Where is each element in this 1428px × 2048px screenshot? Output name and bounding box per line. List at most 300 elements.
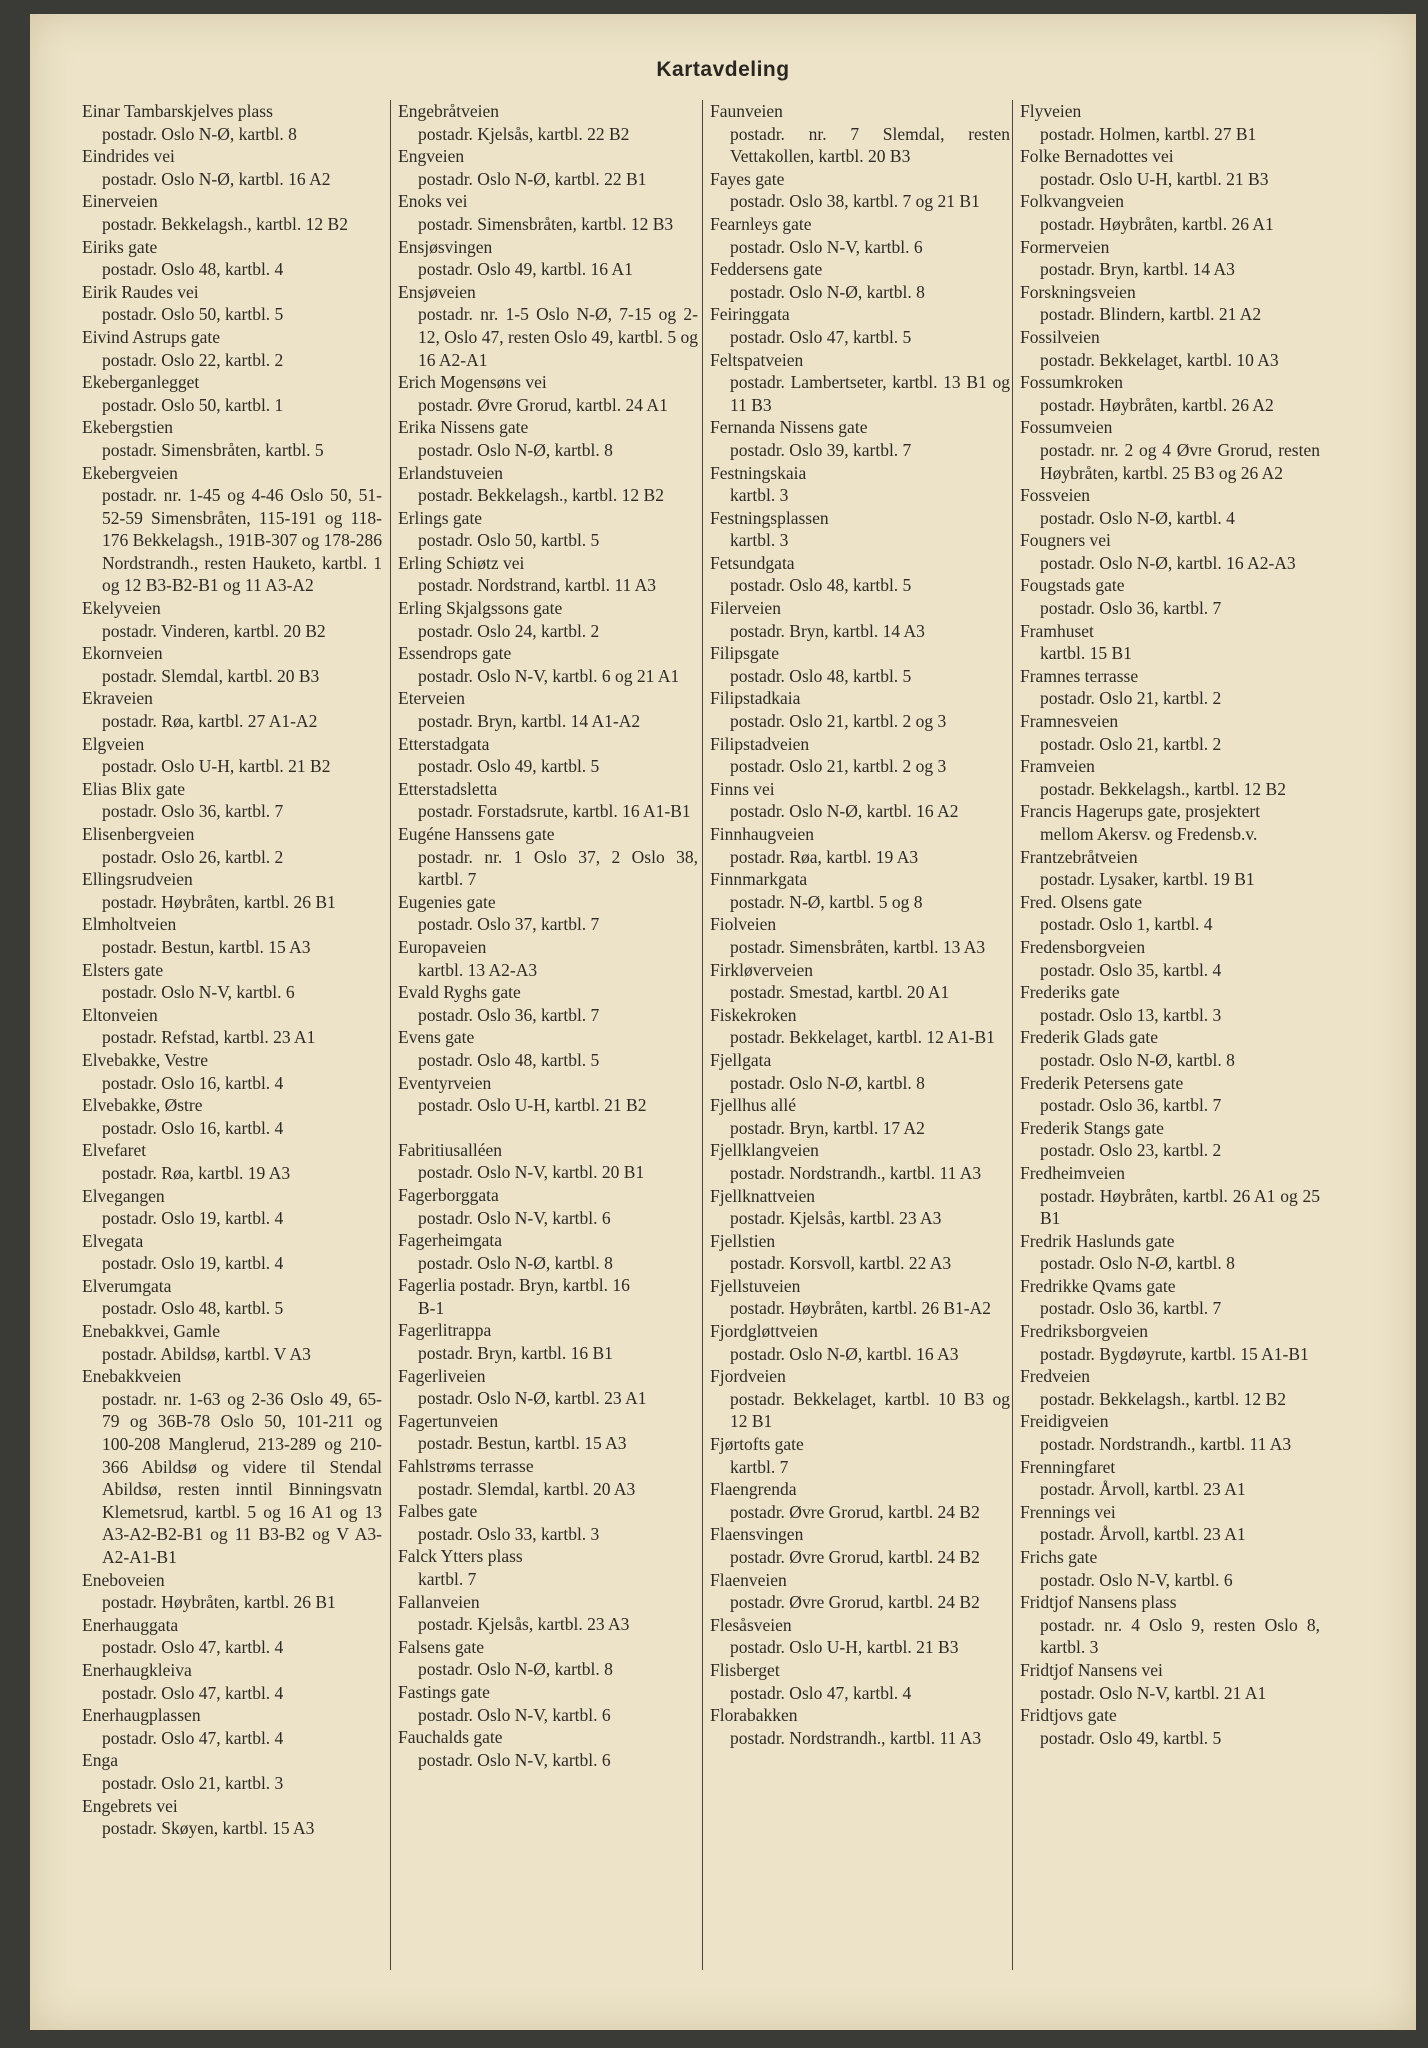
street-detail: postadr. Oslo N-V, kartbl. 6 og 21 A1 bbox=[418, 665, 680, 686]
street-detail: postadr. Oslo 23, kartbl. 2 bbox=[1040, 1140, 1222, 1161]
street-name: Eugéne Hanssens gate bbox=[398, 824, 555, 844]
street-entry bbox=[710, 462, 1010, 507]
street-name: Fagerliveien bbox=[398, 1365, 486, 1386]
street-name: Festningsplassen bbox=[710, 507, 829, 528]
street-entry bbox=[82, 1094, 382, 1139]
street-detail: postadr. Lambertseter, kartbl. 13 B1 og 11 B3 bbox=[730, 372, 1010, 415]
street-detail: postadr. Skøyen, kartbl. 15 A3 bbox=[102, 1818, 315, 1839]
street-name: Festningskaia bbox=[710, 462, 807, 483]
street-name: Fridtjovs gate bbox=[1020, 1705, 1117, 1726]
street-entry bbox=[82, 281, 382, 326]
street-detail: kartbl. 3 bbox=[730, 485, 789, 506]
street-name: Filipstadveien bbox=[710, 733, 810, 754]
street-name: Finns vei bbox=[710, 778, 775, 799]
street-detail: postadr. Øvre Grorud, kartbl. 24 B2 bbox=[730, 1501, 980, 1522]
street-name: Francis Hagerups gate, prosjektert bbox=[1020, 801, 1261, 822]
street-name: Ensjøveien bbox=[398, 281, 476, 302]
street-entry bbox=[710, 416, 1010, 461]
street-entry bbox=[1020, 100, 1320, 145]
street-name: Frederik Petersens gate bbox=[1020, 1072, 1184, 1093]
street-entry bbox=[710, 552, 1010, 597]
street-entry bbox=[710, 1094, 1010, 1139]
street-entry bbox=[82, 1569, 382, 1614]
street-entry bbox=[398, 1591, 698, 1636]
street-detail: postadr. nr. 1 Oslo 37, 2 Oslo 38, kartbl. 7 bbox=[418, 846, 698, 890]
street-entry bbox=[82, 1365, 382, 1568]
street-entry bbox=[398, 507, 698, 552]
street-name: Florabakken bbox=[710, 1705, 798, 1726]
street-name: Ekraveien bbox=[82, 688, 153, 709]
street-name: Filipsgate bbox=[710, 643, 780, 664]
street-name: Fauchalds gate bbox=[398, 1727, 503, 1748]
street-entry bbox=[398, 778, 698, 823]
street-detail: postadr. Oslo 36, kartbl. 7 bbox=[418, 1004, 600, 1025]
street-detail: kartbl. 3 bbox=[730, 530, 789, 551]
street-detail: postadr. Oslo U-H, kartbl. 21 B3 bbox=[730, 1637, 959, 1658]
street-entry bbox=[398, 891, 698, 936]
street-name: Fayes gate bbox=[710, 168, 785, 189]
street-entry bbox=[1020, 1365, 1320, 1410]
street-name: Freidigveien bbox=[1020, 1411, 1109, 1432]
street-entry bbox=[82, 1749, 382, 1794]
street-entry bbox=[710, 1433, 1010, 1478]
street-name: Enoks vei bbox=[398, 191, 468, 212]
street-detail: postadr. Bryn, kartbl. 17 A2 bbox=[730, 1117, 925, 1138]
street-entry bbox=[82, 1185, 382, 1230]
street-detail: postadr. Slemdal, kartbl. 20 A3 bbox=[418, 1478, 636, 1499]
street-name: Elgveien bbox=[82, 733, 145, 754]
street-detail: mellom Akersv. og Fredensb.v. bbox=[1040, 824, 1258, 844]
street-name: Framnes terrasse bbox=[1020, 665, 1139, 686]
street-name: Elias Blix gate bbox=[82, 778, 186, 799]
street-detail: postadr. Oslo 21, kartbl. 2 bbox=[1040, 733, 1222, 754]
street-entry bbox=[398, 1500, 698, 1545]
street-entry bbox=[1020, 1275, 1320, 1320]
street-detail: postadr. Oslo N-Ø, kartbl. 16 A2 bbox=[102, 168, 331, 189]
street-entry bbox=[1020, 1546, 1320, 1591]
street-entry bbox=[710, 1659, 1010, 1704]
street-name: Flaengrenda bbox=[710, 1479, 797, 1500]
street-name: Flaensvingen bbox=[710, 1524, 804, 1545]
street-name: Einar Tambarskjelves plass bbox=[82, 101, 273, 121]
street-detail: postadr. Oslo 21, kartbl. 3 bbox=[102, 1772, 284, 1793]
street-entry bbox=[710, 778, 1010, 823]
street-entry bbox=[398, 100, 698, 145]
street-entry bbox=[398, 936, 698, 981]
street-name: Fernanda Nissens gate bbox=[710, 417, 868, 438]
street-detail: postadr. Oslo 36, kartbl. 7 bbox=[102, 801, 284, 822]
street-entry bbox=[1020, 190, 1320, 235]
street-detail: postadr. Bekkelagsh., kartbl. 12 B2 bbox=[1040, 778, 1286, 799]
street-name: Enerhauggata bbox=[82, 1614, 179, 1635]
street-name: Feddersens gate bbox=[710, 259, 823, 280]
street-detail: postadr. Oslo 37, kartbl. 7 bbox=[418, 914, 600, 935]
street-name: Fiskekroken bbox=[710, 1004, 797, 1025]
street-detail: postadr. Oslo 16, kartbl. 4 bbox=[102, 1072, 284, 1093]
street-name: Finnmarkgata bbox=[710, 869, 808, 890]
street-entry bbox=[710, 1614, 1010, 1659]
street-name: Etterstadsletta bbox=[398, 778, 498, 799]
street-detail: postadr. Simensbråten, kartbl. 12 B3 bbox=[418, 213, 674, 234]
street-detail: postadr. Oslo N-Ø, kartbl. 16 A3 bbox=[730, 1343, 959, 1364]
street-entry bbox=[710, 507, 1010, 552]
street-name: Fjellgata bbox=[710, 1049, 772, 1070]
street-entry bbox=[398, 1184, 698, 1229]
street-entry bbox=[710, 1004, 1010, 1049]
street-name: Engebrets vei bbox=[82, 1795, 178, 1816]
street-entry bbox=[82, 1230, 382, 1275]
street-entry bbox=[82, 913, 382, 958]
street-entry bbox=[710, 213, 1010, 258]
street-entry bbox=[1020, 936, 1320, 981]
street-name: Frennings vei bbox=[1020, 1501, 1116, 1522]
street-detail: postadr. Oslo 50, kartbl. 5 bbox=[102, 304, 284, 325]
street-entry bbox=[710, 959, 1010, 1004]
street-entry bbox=[1020, 891, 1320, 936]
street-entry bbox=[1020, 1162, 1320, 1230]
street-detail: postadr. Oslo 48, kartbl. 5 bbox=[730, 665, 912, 686]
street-entry bbox=[82, 416, 382, 461]
street-entry bbox=[398, 281, 698, 371]
street-entry bbox=[82, 236, 382, 281]
street-entry bbox=[82, 1320, 382, 1365]
street-detail: postadr. Oslo U-H, kartbl. 21 B3 bbox=[1040, 168, 1269, 189]
street-name: Essendrops gate bbox=[398, 643, 512, 664]
street-detail: postadr. Kjelsås, kartbl. 22 B2 bbox=[418, 123, 630, 144]
street-detail: postadr. Oslo 36, kartbl. 7 bbox=[1040, 1298, 1222, 1319]
street-entry bbox=[398, 236, 698, 281]
street-entry bbox=[1020, 755, 1320, 800]
street-name: Fossumveien bbox=[1020, 417, 1113, 438]
street-name: Formerveien bbox=[1020, 236, 1110, 257]
street-entry bbox=[398, 1229, 698, 1274]
street-name: Fjellstien bbox=[710, 1230, 776, 1251]
street-detail: postadr. Oslo N-Ø, kartbl. 8 bbox=[102, 123, 297, 144]
street-detail: postadr. Oslo 50, kartbl. 5 bbox=[418, 530, 600, 551]
street-detail: postadr. Oslo N-Ø, kartbl. 16 A2-A3 bbox=[1040, 552, 1296, 573]
street-detail: postadr. Oslo 48, kartbl. 5 bbox=[102, 1298, 284, 1319]
street-name: Elisenbergveien bbox=[82, 824, 195, 844]
street-name: Fossumkroken bbox=[1020, 372, 1124, 393]
street-entry bbox=[1020, 1591, 1320, 1659]
street-detail: postadr. Kjelsås, kartbl. 23 A3 bbox=[418, 1614, 630, 1635]
street-name: Fagerheimgata bbox=[398, 1230, 502, 1251]
street-detail: postadr. nr. 7 Slemdal, resten Vettakollen, kartbl. 20 B3 bbox=[730, 123, 1010, 167]
street-entry bbox=[398, 462, 698, 507]
street-entry bbox=[398, 1681, 698, 1726]
street-name: Frenningfaret bbox=[1020, 1456, 1116, 1477]
street-name: Fredheimveien bbox=[1020, 1162, 1125, 1183]
street-name: Fred. Olsens gate bbox=[1020, 891, 1142, 912]
street-name: Filerveien bbox=[710, 598, 781, 619]
street-name: Eindrides vei bbox=[82, 146, 175, 167]
street-entry bbox=[398, 1545, 698, 1590]
street-detail: postadr. Oslo 19, kartbl. 4 bbox=[102, 1253, 284, 1274]
street-entry bbox=[398, 1636, 698, 1681]
street-detail: postadr. Oslo N-Ø, kartbl. 8 bbox=[418, 439, 613, 460]
street-name: Flisberget bbox=[710, 1659, 780, 1680]
street-detail: postadr. Nordstrand, kartbl. 11 A3 bbox=[418, 575, 657, 596]
street-entry bbox=[398, 1365, 698, 1410]
street-detail: postadr. Nordstrandh., kartbl. 11 A3 bbox=[1040, 1434, 1292, 1455]
street-name: Fridtjof Nansens plass bbox=[1020, 1592, 1177, 1613]
street-name: Fossilveien bbox=[1020, 326, 1100, 347]
street-detail: postadr. Oslo N-Ø, kartbl. 23 A1 bbox=[418, 1388, 647, 1409]
street-detail: postadr. Oslo 35, kartbl. 4 bbox=[1040, 959, 1222, 980]
street-detail: postadr. Oslo N-Ø, kartbl. 8 bbox=[730, 281, 925, 302]
street-name: Feltspatveien bbox=[710, 349, 804, 370]
street-name: Ekebergveien bbox=[82, 462, 178, 483]
street-entry bbox=[82, 1049, 382, 1094]
street-detail: kartbl. 7 bbox=[730, 1456, 789, 1477]
street-detail: postadr. Oslo 48, kartbl. 4 bbox=[102, 259, 284, 280]
street-detail: postadr. Oslo N-Ø, kartbl. 16 A2 bbox=[730, 801, 959, 822]
street-entry bbox=[710, 1139, 1010, 1184]
street-name: Ellingsrudveien bbox=[82, 869, 193, 890]
street-entry bbox=[398, 981, 698, 1026]
street-detail: postadr. Bryn, kartbl. 14 A1-A2 bbox=[418, 711, 641, 732]
street-name: Ensjøsvingen bbox=[398, 236, 493, 257]
street-detail: postadr. Kjelsås, kartbl. 23 A3 bbox=[730, 1208, 942, 1229]
street-name: Evens gate bbox=[398, 1027, 475, 1048]
street-detail: postadr. Oslo 24, kartbl. 2 bbox=[418, 620, 600, 641]
street-name: Falsens gate bbox=[398, 1636, 485, 1657]
street-name: Erlings gate bbox=[398, 507, 483, 528]
street-detail: postadr. Bekkelagsh., kartbl. 12 B2 bbox=[1040, 1388, 1286, 1409]
street-name: Folke Bernadottes vei bbox=[1020, 146, 1174, 167]
street-detail: postadr. Årvoll, kartbl. 23 A1 bbox=[1040, 1479, 1246, 1500]
street-name: Frederik Stangs gate bbox=[1020, 1117, 1164, 1138]
street-entry bbox=[82, 868, 382, 913]
street-detail: postadr. Korsvoll, kartbl. 22 A3 bbox=[730, 1253, 952, 1274]
street-detail: postadr. Oslo N-V, kartbl. 6 bbox=[418, 1749, 611, 1770]
street-name: Fahlstrøms terrasse bbox=[398, 1456, 534, 1477]
street-entry bbox=[398, 552, 698, 597]
street-entry bbox=[82, 100, 382, 145]
street-detail: postadr. Bestun, kartbl. 15 A3 bbox=[102, 936, 311, 957]
street-detail: B-1 bbox=[418, 1297, 445, 1318]
street-detail: postadr. Oslo 13, kartbl. 3 bbox=[1040, 1004, 1222, 1025]
street-detail: postadr. Bygdøyrute, kartbl. 15 A1-B1 bbox=[1040, 1343, 1309, 1364]
street-name: Framhuset bbox=[1020, 620, 1094, 641]
street-detail: postadr. N-Ø, kartbl. 5 og 8 bbox=[730, 891, 923, 912]
column-divider bbox=[1012, 100, 1013, 1970]
street-name: Enga bbox=[82, 1750, 118, 1771]
street-entry bbox=[710, 1523, 1010, 1568]
street-entry bbox=[710, 100, 1010, 168]
street-entry bbox=[1020, 281, 1320, 326]
street-entry bbox=[710, 168, 1010, 213]
street-detail: postadr. Oslo 21, kartbl. 2 bbox=[1040, 688, 1222, 709]
street-entry bbox=[710, 1185, 1010, 1230]
street-entry bbox=[710, 1320, 1010, 1365]
street-entry bbox=[710, 1365, 1010, 1433]
street-name: Enerhaugkleiva bbox=[82, 1659, 192, 1680]
street-detail: postadr. Høybråten, kartbl. 26 B1 bbox=[102, 891, 336, 912]
street-entry bbox=[1020, 1072, 1320, 1117]
street-detail: postadr. Oslo N-V, kartbl. 21 A1 bbox=[1040, 1682, 1267, 1703]
street-name: Eivind Astrups gate bbox=[82, 326, 221, 347]
street-detail: postadr. Bryn, kartbl. 16 B1 bbox=[418, 1343, 613, 1364]
street-entry bbox=[710, 1049, 1010, 1094]
street-name: Eterveien bbox=[398, 688, 466, 709]
street-name: Frederik Glads gate bbox=[1020, 1027, 1159, 1048]
street-name: Elmholtveien bbox=[82, 914, 177, 935]
street-name: Erling Schiøtz vei bbox=[398, 552, 525, 573]
street-detail: postadr. Oslo N-Ø, kartbl. 22 B1 bbox=[418, 168, 647, 189]
street-entry bbox=[82, 1004, 382, 1049]
street-detail: postadr. Øvre Grorud, kartbl. 24 B2 bbox=[730, 1592, 980, 1613]
street-name: Elvebakke, Østre bbox=[82, 1095, 203, 1116]
street-entry bbox=[398, 823, 698, 891]
street-entry bbox=[1020, 1117, 1320, 1162]
street-detail: postadr. Bekkelagsh., kartbl. 12 B2 bbox=[102, 213, 348, 234]
section-gap bbox=[398, 1117, 698, 1139]
street-detail: postadr. nr. 1-45 og 4-46 Oslo 50, 51-52-59 Simensbråten, 115-191 og 118-176 Bekkelagsh., 191B-307 og 178-286 Nordstrandh., resten Hauketo, kartbl. 1 og 12 B3-B2-B1 og 11 A3-A2 bbox=[102, 485, 382, 596]
street-entry bbox=[398, 597, 698, 642]
street-entry bbox=[1020, 1230, 1320, 1275]
street-detail: postadr. Oslo 19, kartbl. 4 bbox=[102, 1208, 284, 1229]
street-detail: postadr. Bryn, kartbl. 14 A3 bbox=[730, 620, 925, 641]
street-name: Fjellklangveien bbox=[710, 1140, 819, 1161]
street-detail: postadr. Oslo 47, kartbl. 4 bbox=[102, 1727, 284, 1748]
street-entry bbox=[1020, 574, 1320, 619]
street-detail: postadr. Bekkelaget, kartbl. 12 A1-B1 bbox=[730, 1027, 995, 1048]
street-detail: postadr. Nordstrandh., kartbl. 11 A3 bbox=[730, 1162, 982, 1183]
street-entry bbox=[398, 1319, 698, 1364]
street-entry bbox=[82, 1659, 382, 1704]
street-name: Fjellhus allé bbox=[710, 1095, 797, 1116]
street-name: Firkløverveien bbox=[710, 959, 814, 980]
street-name: Fagerborggata bbox=[398, 1184, 499, 1205]
street-detail: postadr. Høybråten, kartbl. 26 A1 og 25 B1 bbox=[1040, 1185, 1320, 1229]
street-detail: postadr. Oslo 26, kartbl. 2 bbox=[102, 846, 284, 867]
street-entry bbox=[398, 1139, 698, 1184]
street-name: Fjordveien bbox=[710, 1366, 786, 1387]
street-name: Eugenies gate bbox=[398, 891, 496, 912]
street-detail: postadr. Oslo N-V, kartbl. 6 bbox=[1040, 1569, 1233, 1590]
street-entry bbox=[710, 642, 1010, 687]
street-detail: postadr. Oslo N-V, kartbl. 6 bbox=[418, 1207, 611, 1228]
street-name: Folkvangveien bbox=[1020, 191, 1125, 212]
street-detail: postadr. Bekkelagsh., kartbl. 12 B2 bbox=[418, 485, 664, 506]
street-entry bbox=[82, 959, 382, 1004]
street-detail: postadr. Oslo N-Ø, kartbl. 8 bbox=[1040, 1253, 1235, 1274]
street-entry bbox=[398, 145, 698, 190]
street-detail: postadr. nr. 4 Oslo 9, resten Oslo 8, kartbl. 3 bbox=[1040, 1614, 1320, 1658]
street-name: Fearnleys gate bbox=[710, 213, 812, 234]
street-entry bbox=[398, 1026, 698, 1071]
street-entry bbox=[710, 1230, 1010, 1275]
street-detail: postadr. Oslo N-Ø, kartbl. 4 bbox=[1040, 507, 1235, 528]
column-divider bbox=[390, 100, 391, 1970]
street-detail: postadr. Vinderen, kartbl. 20 B2 bbox=[102, 620, 326, 641]
street-name: Falbes gate bbox=[398, 1501, 478, 1522]
street-name: Fredveien bbox=[1020, 1366, 1090, 1387]
street-entry bbox=[398, 687, 698, 732]
street-entry bbox=[82, 1795, 382, 1840]
street-name: Eirik Raudes vei bbox=[82, 281, 199, 302]
street-name: Fagerlitrappa bbox=[398, 1320, 492, 1341]
street-detail: postadr. Øvre Grorud, kartbl. 24 A1 bbox=[418, 394, 668, 415]
street-entry bbox=[398, 1274, 698, 1319]
street-name: Elvegata bbox=[82, 1230, 144, 1251]
street-name: Fredriksborgveien bbox=[1020, 1321, 1148, 1342]
street-detail: kartbl. 7 bbox=[418, 1569, 477, 1589]
street-entry bbox=[82, 1614, 382, 1659]
street-entry bbox=[710, 823, 1010, 868]
street-entry bbox=[1020, 981, 1320, 1026]
street-name: Enerhaugplassen bbox=[82, 1705, 201, 1726]
street-name: Engebråtveien bbox=[398, 101, 500, 121]
street-entry bbox=[1020, 1320, 1320, 1365]
column-4 bbox=[1020, 100, 1320, 1980]
street-name: Flesåsveien bbox=[710, 1614, 792, 1635]
street-detail: postadr. Årvoll, kartbl. 23 A1 bbox=[1040, 1524, 1246, 1545]
street-detail: postadr. Oslo 22, kartbl. 2 bbox=[102, 349, 284, 370]
street-detail: postadr. Abildsø, kartbl. V A3 bbox=[102, 1343, 311, 1364]
street-name: Enebakkveien bbox=[82, 1366, 182, 1387]
street-entry bbox=[398, 190, 698, 235]
street-entry bbox=[1020, 620, 1320, 665]
street-name: Framveien bbox=[1020, 756, 1095, 777]
street-entry bbox=[710, 868, 1010, 913]
street-detail: postadr. Oslo N-V, kartbl. 6 bbox=[730, 236, 923, 257]
street-name: Frederiks gate bbox=[1020, 982, 1120, 1003]
street-name: Fougstads gate bbox=[1020, 575, 1125, 596]
street-detail: postadr. Oslo N-V, kartbl. 6 bbox=[418, 1704, 611, 1725]
street-entry bbox=[1020, 710, 1320, 755]
street-detail: postadr. Oslo 21, kartbl. 2 og 3 bbox=[730, 711, 947, 732]
street-entry bbox=[710, 913, 1010, 958]
street-name: Feiringgata bbox=[710, 304, 790, 325]
street-entry bbox=[398, 371, 698, 416]
street-detail: postadr. Forstadsrute, kartbl. 16 A1-B1 bbox=[418, 801, 691, 822]
street-name: Frichs gate bbox=[1020, 1547, 1098, 1567]
street-detail: postadr. Oslo 48, kartbl. 5 bbox=[418, 1049, 600, 1070]
street-name: Fridtjof Nansens vei bbox=[1020, 1659, 1163, 1680]
street-entry bbox=[710, 1275, 1010, 1320]
street-entry bbox=[710, 687, 1010, 732]
street-detail: postadr. Bekkelaget, kartbl. 10 A3 bbox=[1040, 349, 1279, 370]
street-name: Fredensborgveien bbox=[1020, 936, 1146, 957]
street-detail: postadr. Oslo 33, kartbl. 3 bbox=[418, 1523, 600, 1544]
street-entry bbox=[398, 1410, 698, 1455]
street-entry bbox=[82, 1704, 382, 1749]
street-name: Falck Ytters plass bbox=[398, 1546, 523, 1567]
street-name: Etterstadgata bbox=[398, 733, 490, 754]
street-entry bbox=[1020, 665, 1320, 710]
street-name: Frantzebråtveien bbox=[1020, 846, 1138, 867]
street-detail: postadr. Oslo U-H, kartbl. 21 B2 bbox=[102, 756, 331, 777]
street-name: Fredrik Haslunds gate bbox=[1020, 1230, 1175, 1251]
street-detail: postadr. nr. 1-63 og 2-36 Oslo 49, 65-79 og 36B-78 Oslo 50, 101-211 og 100-208 Manglerud, 213-289 og 210-366 Abildsø og videre til Stendal Abildsø, resten inntil Binningsvatn Klemetsrud, kartbl. 5 og 16 A1 og 13 A3-A2-B2-B1 og 11 B3-B2 og V A3-A2-A1-B1 bbox=[102, 1388, 382, 1567]
street-name: Fagerlia postadr. Bryn, kartbl. 16 bbox=[398, 1275, 630, 1296]
street-name: Erich Mogensøns vei bbox=[398, 372, 547, 393]
street-entry bbox=[710, 1478, 1010, 1523]
street-detail: postadr. Oslo 21, kartbl. 2 og 3 bbox=[730, 756, 947, 777]
street-entry bbox=[1020, 371, 1320, 416]
street-name: Fjordgløttveien bbox=[710, 1321, 818, 1342]
street-name: Einerveien bbox=[82, 191, 158, 212]
street-entry bbox=[82, 642, 382, 687]
street-entry bbox=[1020, 1026, 1320, 1071]
street-detail: postadr. Oslo 1, kartbl. 4 bbox=[1040, 914, 1213, 935]
street-name: Fjørtofts gate bbox=[710, 1434, 804, 1455]
street-name: Eventyrveien bbox=[398, 1072, 492, 1093]
street-name: Enebakkvei, Gamle bbox=[82, 1321, 221, 1342]
street-name: Erika Nissens gate bbox=[398, 417, 529, 438]
